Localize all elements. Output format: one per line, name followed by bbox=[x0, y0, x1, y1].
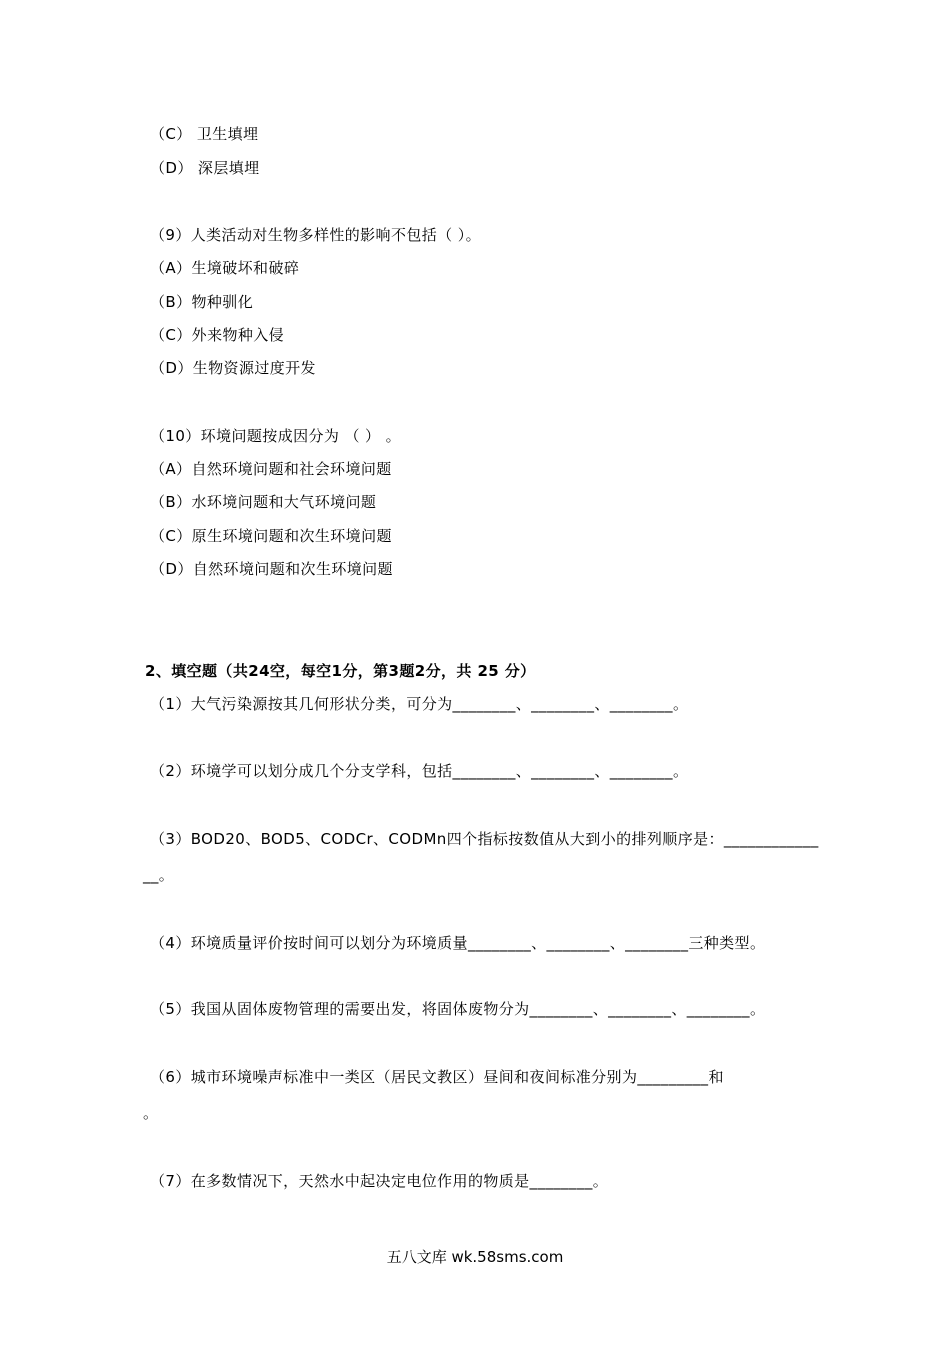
fill-item-6: （6）城市环境噪声标准中一类区（居民文教区）昼间和夜间标准分别为_________和 bbox=[150, 1068, 724, 1086]
q8-option-c: （C） 卫生填埋 bbox=[150, 125, 259, 143]
q9-stem: （9）人类活动对生物多样性的影响不包括（ ）。 bbox=[150, 226, 482, 244]
q9-option-c: （C）外来物种入侵 bbox=[150, 326, 285, 344]
q8-option-d: （D） 深层填埋 bbox=[150, 159, 260, 177]
fill-item-4: （4）环境质量评价按时间可以划分为环境质量________、________、________三种类型。 bbox=[150, 934, 766, 952]
fill-item-1: （1）大气污染源按其几何形状分类，可分为________、________、________。 bbox=[150, 695, 689, 713]
page-footer: 五八文库 wk.58sms.com bbox=[386, 1248, 564, 1266]
q10-option-d: （D）自然环境问题和次生环境问题 bbox=[150, 560, 393, 578]
q9-option-a: （A）生境破坏和破碎 bbox=[150, 259, 300, 277]
section-2-heading: 2、填空题（共24空，每空1分，第3题2分，共 25 分） bbox=[145, 662, 536, 680]
fill-item-3-continued: __。 bbox=[143, 866, 175, 884]
q10-option-b: （B）水环境问题和大气环境问题 bbox=[150, 493, 377, 511]
q10-stem: （10）环境问题按成因分为 （ ） 。 bbox=[150, 427, 401, 445]
fill-item-2: （2）环境学可以划分成几个分支学科，包括________、________、________。 bbox=[150, 762, 689, 780]
fill-item-7: （7）在多数情况下，天然水中起决定电位作用的物质是________。 bbox=[150, 1172, 609, 1190]
q9-option-d: （D）生物资源过度开发 bbox=[150, 359, 316, 377]
fill-item-6-continued: 。 bbox=[143, 1104, 159, 1122]
fill-item-3: （3）BOD20、BOD5、CODCr、CODMn四个指标按数值从大到小的排列顺序是：____________ bbox=[150, 830, 819, 848]
q10-option-a: （A）自然环境问题和社会环境问题 bbox=[150, 460, 392, 478]
q9-option-b: （B）物种驯化 bbox=[150, 293, 254, 311]
q10-option-c: （C）原生环境问题和次生环境问题 bbox=[150, 527, 392, 545]
fill-item-5: （5）我国从固体废物管理的需要出发，将固体废物分为________、________、________。 bbox=[150, 1000, 766, 1018]
